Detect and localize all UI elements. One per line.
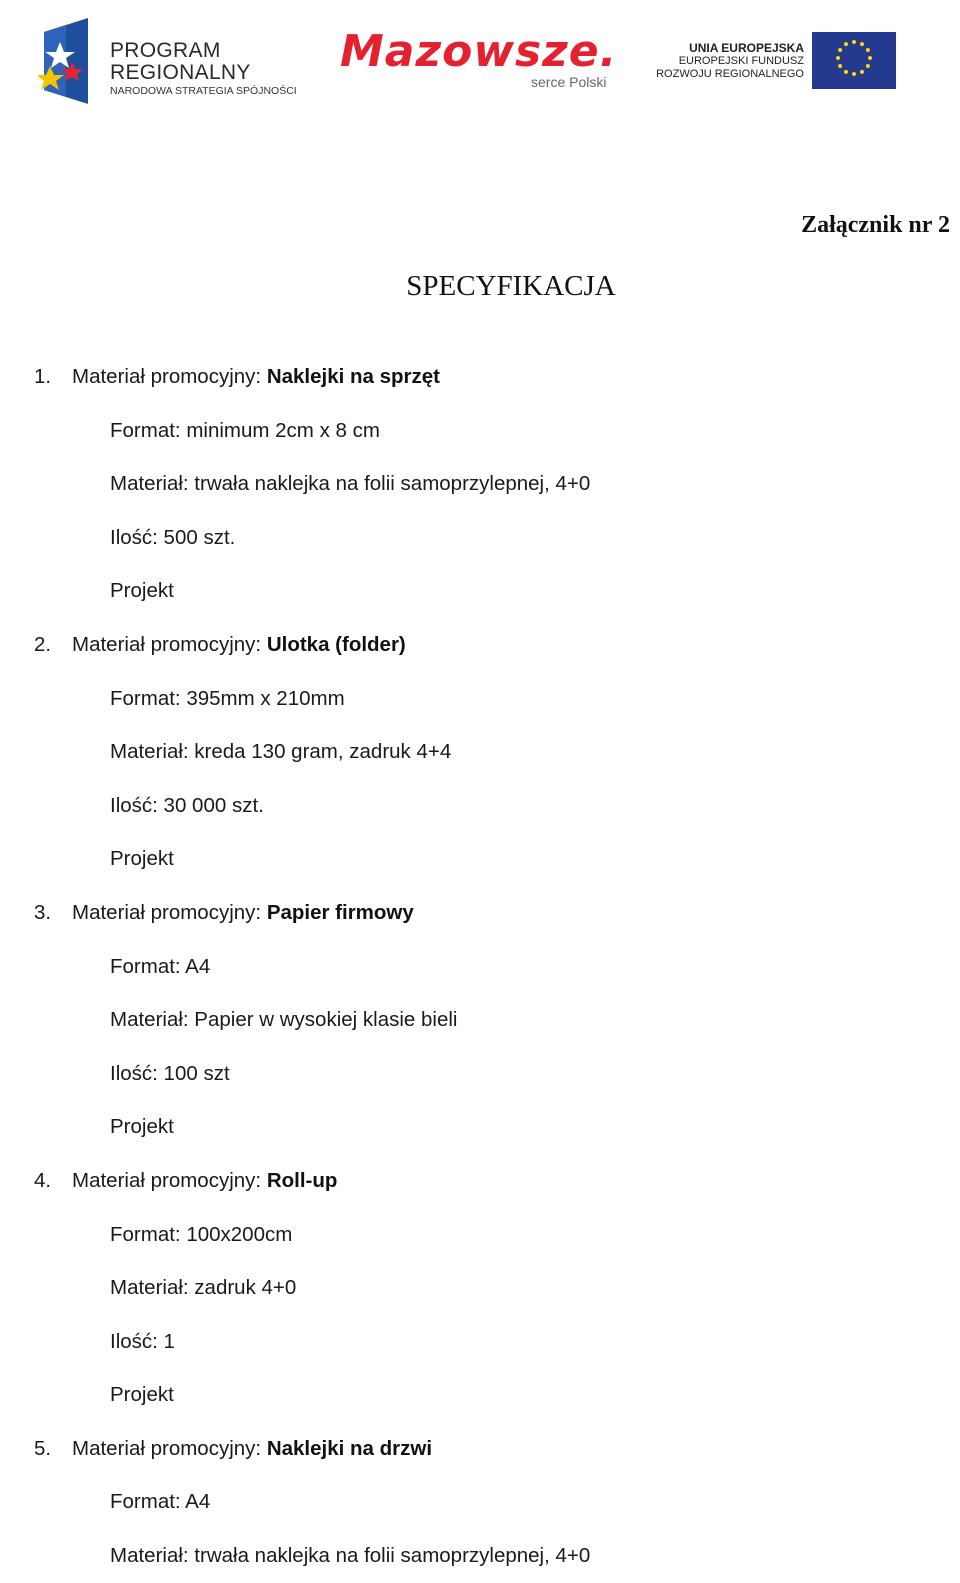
- item-quantity: Ilość: 30 000 szt.: [110, 793, 264, 817]
- annex-label: Załącznik nr 2: [801, 212, 950, 238]
- spec-item-heading: [0, 618, 960, 672]
- eu-logo-line3: ROZWOJU REGIONALNEGO: [656, 68, 804, 80]
- program-logo-line1: PROGRAM: [110, 39, 221, 62]
- spec-item-heading: [0, 1422, 960, 1476]
- item-number: 1.: [34, 365, 52, 388]
- spec-item-heading: [0, 886, 960, 940]
- item-label: [72, 618, 406, 672]
- item-name: Naklejki na sprzęt: [266, 365, 441, 388]
- spec-item-heading: [0, 350, 960, 404]
- eu-flag-icon: [812, 32, 896, 89]
- specification-list: [0, 350, 960, 1583]
- item-format: Format: 395mm x 210mm: [110, 686, 345, 710]
- mazowsze-wordmark: Mazowsze.: [340, 26, 618, 77]
- item-label: [72, 350, 440, 404]
- item-name: Papier firmowy: [266, 900, 414, 924]
- mazowsze-tagline: serce Polski: [531, 74, 607, 90]
- program-logo-line2: REGIONALNY: [110, 61, 251, 84]
- item-project: Projekt: [110, 847, 174, 871]
- program-regionalny-logo: [38, 18, 308, 108]
- item-number: 4.: [34, 1168, 52, 1192]
- item-quantity: Ilość: 100 szt: [110, 1061, 230, 1085]
- item-format: Format: minimum 2cm x 8 cm: [110, 418, 380, 442]
- program-regionalny-emblem-icon: [38, 18, 94, 106]
- item-label: [72, 886, 414, 940]
- item-project: Projekt: [110, 579, 174, 603]
- item-format: Format: 100x200cm: [110, 1222, 293, 1246]
- eu-logo-line2: EUROPEJSKI FUNDUSZ: [678, 55, 804, 67]
- item-number: 5.: [34, 1436, 52, 1460]
- item-prefix: Materiał promocyjny:: [72, 1436, 267, 1460]
- item-material: Materiał: Papier w wysokiej klasie bieli: [110, 1008, 458, 1032]
- item-project: Projekt: [110, 1383, 174, 1407]
- item-label: [72, 1422, 432, 1476]
- item-label: [72, 1154, 337, 1208]
- item-format: Format: A4: [110, 1490, 211, 1514]
- item-format: Format: A4: [110, 954, 211, 978]
- item-project: Projekt: [110, 1115, 174, 1139]
- program-logo-line3: NARODOWA STRATEGIA SPÓJNOŚCI: [110, 85, 297, 97]
- item-prefix: Materiał promocyjny:: [72, 365, 267, 388]
- page-title: SPECYFIKACJA: [406, 270, 616, 302]
- item-number: 3.: [34, 900, 52, 924]
- item-name: Naklejki na drzwi: [266, 1436, 433, 1460]
- item-quantity: Ilość: 500 szt.: [110, 525, 236, 549]
- eu-logo-line1: UNIA EUROPEJSKA: [689, 41, 804, 55]
- spec-item-heading: [0, 1154, 960, 1208]
- item-material: Materiał: zadruk 4+0: [110, 1276, 297, 1300]
- item-prefix: Materiał promocyjny:: [72, 900, 267, 924]
- item-prefix: Materiał promocyjny:: [72, 632, 267, 656]
- item-material: Materiał: trwała naklejka na folii samoprzylepnej, 4+0: [110, 1544, 591, 1568]
- item-name: Roll-up: [266, 1168, 338, 1192]
- eu-logo: [654, 32, 896, 92]
- item-material: Materiał: kreda 130 gram, zadruk 4+4: [110, 740, 452, 764]
- item-quantity: Ilość: 1: [110, 1329, 175, 1353]
- mazowsze-logo: [340, 22, 620, 102]
- item-prefix: Materiał promocyjny:: [72, 1168, 267, 1192]
- item-number: 2.: [34, 632, 52, 656]
- item-material: Materiał: trwała naklejka na folii samoprzylepnej, 4+0: [110, 472, 591, 496]
- item-name: Ulotka (folder): [266, 632, 406, 656]
